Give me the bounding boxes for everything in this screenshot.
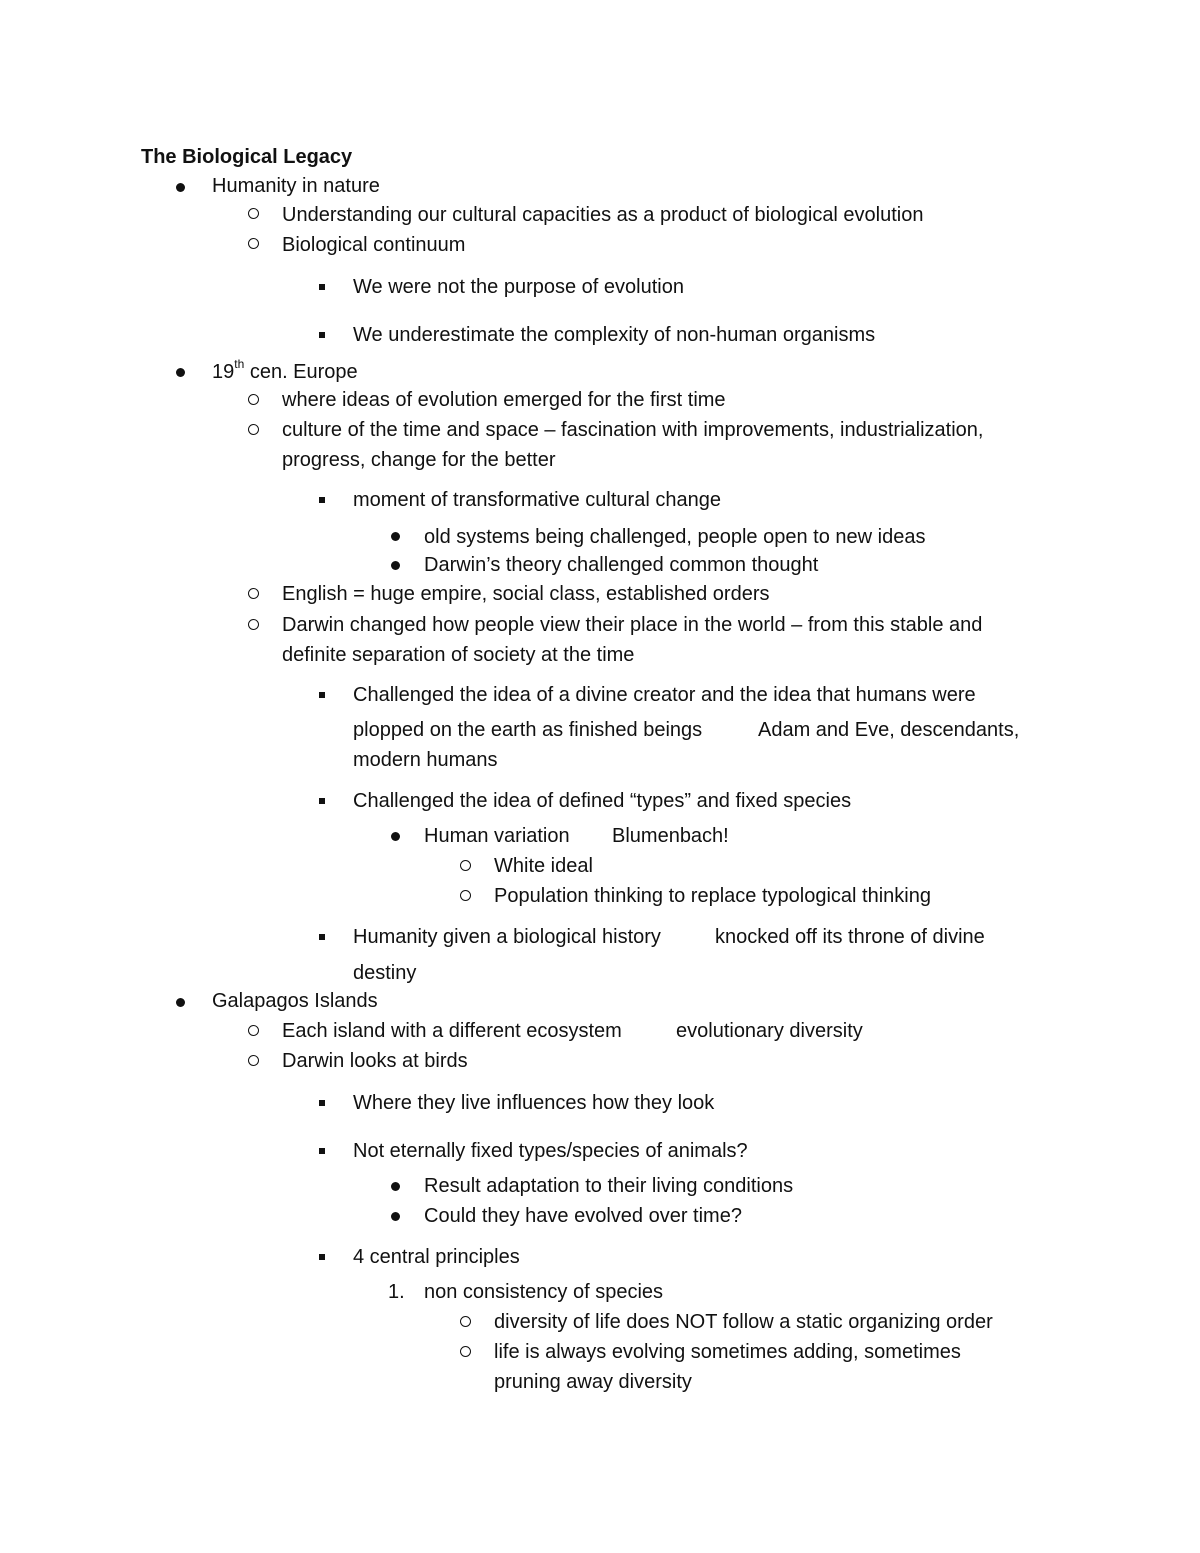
bullet-square-icon (319, 1254, 325, 1260)
bullet-circle-icon (248, 208, 259, 219)
list-number: 1. (388, 1281, 405, 1303)
bullet-circle-icon (248, 1055, 259, 1066)
list-item: Where they live influences how they look (353, 1092, 715, 1114)
list-item: Not eternally fixed types/species of animals? (353, 1140, 748, 1162)
bullet-circle-icon (248, 619, 259, 630)
bullet-dot-icon (391, 832, 400, 841)
bullet-square-icon (319, 692, 325, 698)
heading-text: cen. Europe (244, 361, 358, 383)
list-item: old systems being challenged, people open to new ideas (424, 526, 926, 548)
bullet-square-icon (319, 332, 325, 338)
bullet-dot-icon (391, 1182, 400, 1191)
list-item-continuation: modern humans (353, 749, 498, 771)
list-item: moment of transformative cultural change (353, 489, 721, 511)
list-item-continuation: plopped on the earth as finished beings (353, 719, 703, 741)
list-item: Darwin’s theory challenged common thought (424, 554, 819, 576)
bullet-circle-icon (248, 238, 259, 249)
bullet-dot-icon (176, 183, 185, 192)
bullet-square-icon (319, 284, 325, 290)
list-item-continuation: Adam and Eve, descendants, (758, 719, 1020, 741)
document-title: The Biological Legacy (141, 146, 353, 168)
list-item-continuation: definite separation of society at the time (282, 644, 635, 666)
list-item: culture of the time and space – fascination with improvements, industrialization, (282, 419, 984, 441)
list-item: 4 central principles (353, 1246, 520, 1268)
list-item: Each island with a different ecosystem (282, 1020, 622, 1042)
bullet-circle-icon (460, 890, 471, 901)
heading-superscript: th (234, 357, 245, 372)
list-item: diversity of life does NOT follow a static organizing order (494, 1311, 993, 1333)
bullet-circle-icon (248, 1025, 259, 1036)
list-item: non consistency of species (424, 1281, 664, 1303)
bullet-square-icon (319, 1100, 325, 1106)
list-item: where ideas of evolution emerged for the first time (282, 389, 726, 411)
bullet-square-icon (319, 934, 325, 940)
heading-number: 19 (212, 361, 235, 383)
list-item: knocked off its throne of divine (715, 926, 985, 948)
bullet-square-icon (319, 798, 325, 804)
bullet-circle-icon (460, 860, 471, 871)
bullet-circle-icon (460, 1346, 471, 1357)
bullet-dot-icon (391, 1212, 400, 1221)
bullet-dot-icon (176, 998, 185, 1007)
bullet-circle-icon (248, 394, 259, 405)
bullet-circle-icon (248, 424, 259, 435)
list-item: Could they have evolved over time? (424, 1205, 742, 1227)
bullet-square-icon (319, 1148, 325, 1154)
list-item-continuation: destiny (353, 962, 417, 984)
list-item: We were not the purpose of evolution (353, 276, 684, 298)
bullet-dot-icon (176, 368, 185, 377)
bullet-circle-icon (460, 1316, 471, 1327)
list-item: Biological continuum (282, 234, 466, 256)
list-item: Human variation (424, 825, 570, 847)
bullet-dot-icon (391, 532, 400, 541)
list-item: We underestimate the complexity of non-human organisms (353, 324, 876, 346)
list-item-continuation: progress, change for the better (282, 449, 556, 471)
list-item: Darwin changed how people view their place in the world – from this stable and (282, 614, 983, 636)
list-item: Blumenbach! (612, 825, 729, 847)
list-item: Understanding our cultural capacities as a product of biological evolution (282, 204, 924, 226)
list-item: White ideal (494, 855, 593, 877)
list-item: evolutionary diversity (676, 1020, 863, 1042)
list-item: English = huge empire, social class, established orders (282, 583, 770, 605)
list-item: Population thinking to replace typological thinking (494, 885, 931, 907)
section-heading (212, 359, 358, 385)
list-item: Result adaptation to their living conditions (424, 1175, 794, 1197)
list-item: life is always evolving sometimes adding, sometimes (494, 1341, 961, 1363)
bullet-dot-icon (391, 561, 400, 570)
list-item-continuation: pruning away diversity (494, 1371, 692, 1393)
list-item: Darwin looks at birds (282, 1050, 468, 1072)
list-item: Challenged the idea of a divine creator and the idea that humans were (353, 684, 976, 706)
section-heading: Humanity in nature (212, 175, 380, 197)
list-item: Humanity given a biological history (353, 926, 661, 948)
section-heading: Galapagos Islands (212, 990, 378, 1012)
bullet-square-icon (319, 497, 325, 503)
bullet-circle-icon (248, 588, 259, 599)
list-item: Challenged the idea of defined “types” and fixed species (353, 790, 852, 812)
